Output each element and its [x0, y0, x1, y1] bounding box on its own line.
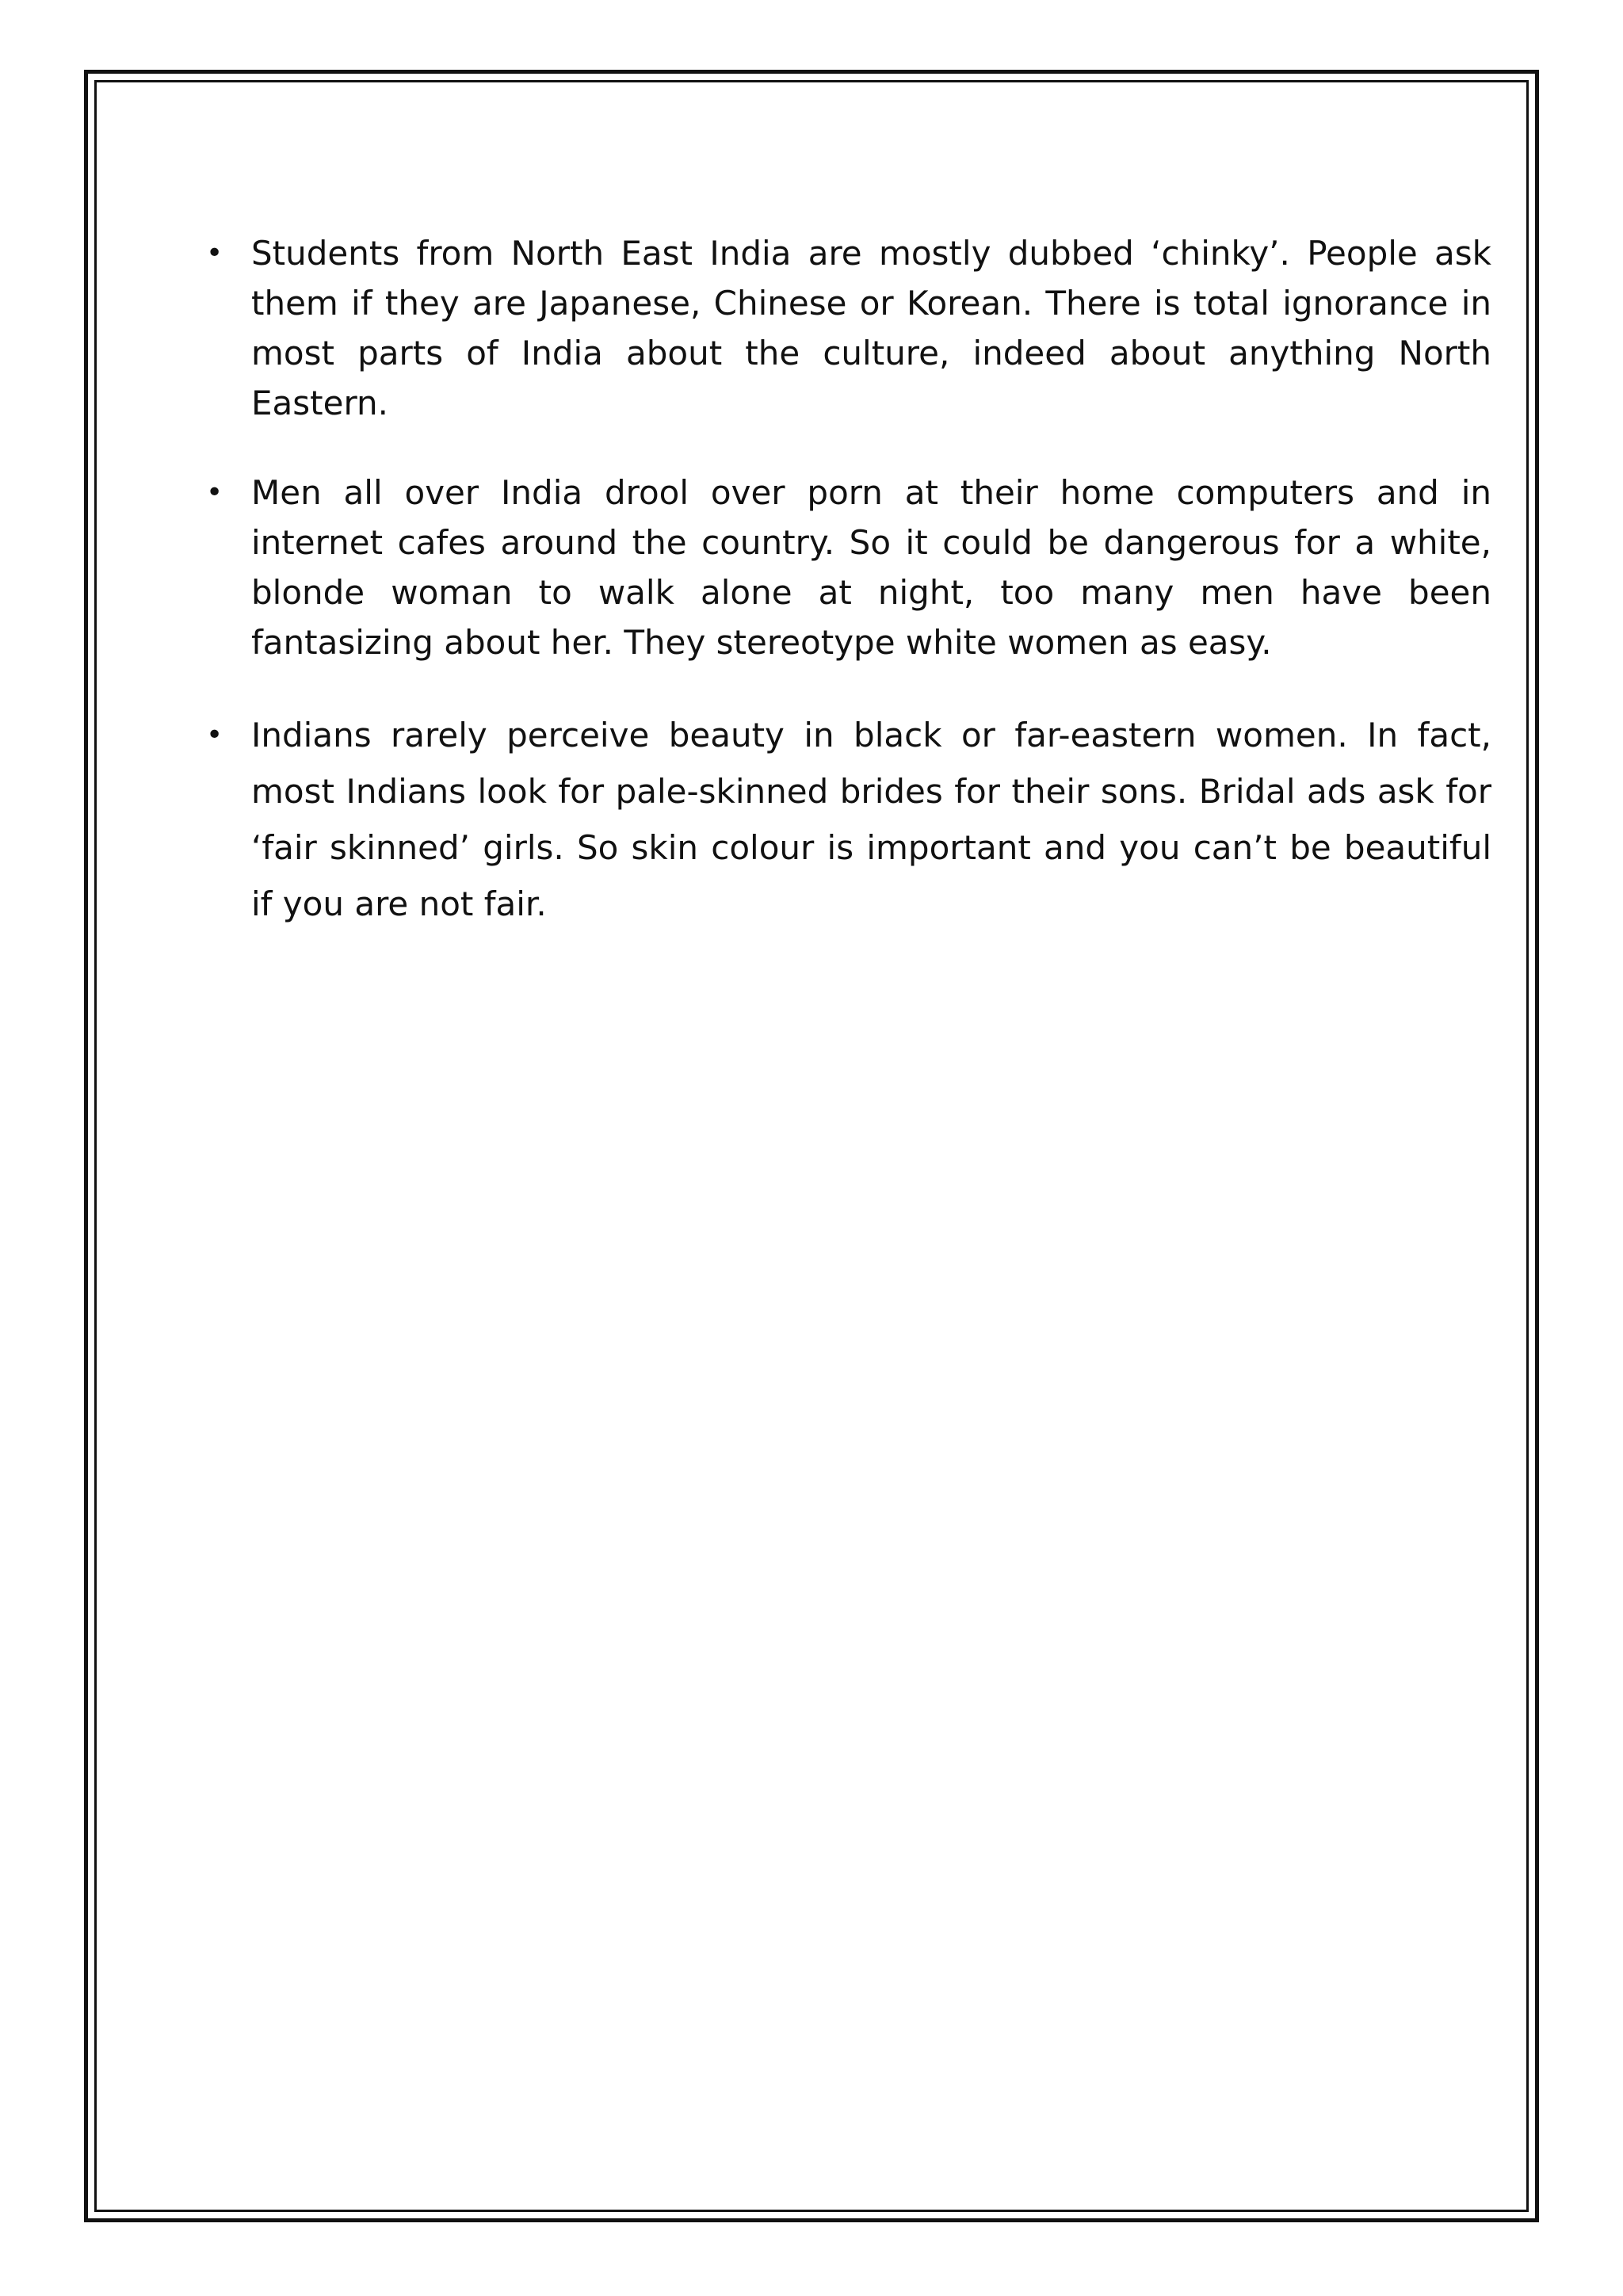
- bullet-list: [198, 228, 1491, 932]
- list-item: [198, 228, 1491, 428]
- bullet-icon: •: [206, 476, 223, 509]
- list-item-text: Indians rarely perceive beauty in black or far-eastern women. In fact, most Indians look for pale-skinned brides for their sons. Bridal ads ask for ‘fair skinned’ girls. So skin colour is important and you can’t be beautiful if you are not fair.: [251, 716, 1491, 923]
- list-item: [198, 707, 1491, 932]
- bullet-icon: •: [206, 237, 223, 269]
- list-item-text: Students from North East India are mostly dubbed ‘chinky’. People ask them if they are Japanese, Chinese or Korean. There is total ignorance in most parts of India about the culture, indeed about anything North Eastern.: [251, 234, 1491, 422]
- list-item-text: Men all over India drool over porn at their home computers and in internet cafes around the country. So it could be dangerous for a white, blonde woman to walk alone at night, too many men have been fantasizing about her. They stereotype white women as easy.: [251, 473, 1491, 662]
- list-item: [198, 468, 1491, 667]
- document-body: [198, 228, 1491, 972]
- bullet-icon: •: [206, 719, 223, 751]
